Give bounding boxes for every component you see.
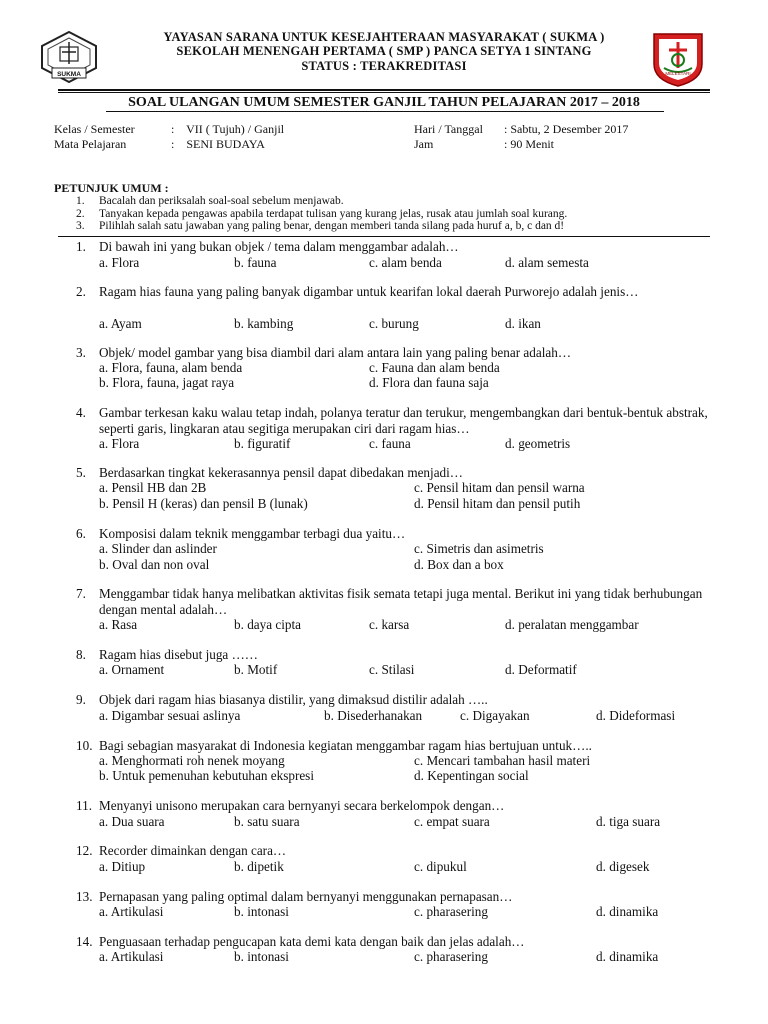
option-a[interactable]: a. Flora [99,436,140,451]
instruction-text: Tanyakan kepada pengawas apabila terdapat tulisan yang kurang jelas, rusak atau jumlah soal kurang. [99,208,568,220]
class-label: Kelas / Semester [54,122,135,136]
question-text: Di bawah ini yang bukan objek / tema dalam menggambar adalah… [99,239,459,254]
time-label: Jam [414,137,434,151]
option-c[interactable]: c. Mencari tambahan hasil materi [414,753,591,768]
exam-title: SOAL ULANGAN UMUM SEMESTER GANJIL TAHUN PELAJARAN 2017 – 2018 [128,95,640,110]
option-b[interactable]: b. dipetik [234,859,284,874]
instructions-rule [58,236,710,237]
option-b[interactable]: b. Untuk pemenuhan kebutuhan ekspresi [99,768,314,783]
question-number: 10. [76,738,93,753]
instruction-num: 1. [76,195,85,207]
instruction-text: Bacalah dan periksalah soal-soal sebelum menjawab. [99,195,344,207]
option-a[interactable]: a. Dua suara [99,814,165,829]
option-c[interactable]: c. karsa [369,617,410,632]
question-number: 12. [76,843,93,858]
question-text: Ragam hias fauna yang paling banyak digambar untuk kearifan lokal daerah Purworejo adalah jenis… [99,284,639,299]
header-rule-thick [58,89,710,91]
option-d[interactable]: d. dinamika [596,904,659,919]
option-c[interactable]: c. burung [369,316,419,331]
day-value: : Sabtu, 2 Desember 2017 [504,122,629,136]
day-label: Hari / Tanggal [414,122,483,136]
instruction-num: 3. [76,220,85,232]
option-d[interactable]: d. Box dan a box [414,557,504,572]
question-text: Menggambar tidak hanya melibatkan aktivitas fisik semata tetapi juga mental. Berikut ini yang tidak berhubungan dengan mental adalah… [99,586,703,617]
option-a[interactable]: a. Flora, fauna, alam benda [99,360,243,375]
option-c[interactable]: c. pharasering [414,949,488,964]
option-a[interactable]: a. Digambar sesuai aslinya [99,708,241,723]
subject-label: Mata Pelajaran [54,137,127,151]
option-c[interactable]: c. alam benda [369,255,442,270]
option-b[interactable]: b. satu suara [234,814,300,829]
question-item [0,345,768,395]
sukma-logo-text: SUKMA [57,71,81,78]
question-item [0,465,768,515]
option-b[interactable]: b. Disederhanakan [324,708,423,723]
option-d[interactable]: d. peralatan menggambar [505,617,639,632]
option-b[interactable]: b. daya cipta [234,617,302,632]
question-item [0,738,768,788]
title-underline [106,111,664,112]
question-number: 4. [76,405,86,420]
option-a[interactable]: a. Artikulasi [99,904,164,919]
question-text: Berdasarkan tingkat kekerasannya pensil dapat dibedakan menjadi… [99,465,463,480]
option-d[interactable]: d. geometris [505,436,571,451]
instructions-heading: PETUNJUK UMUM : [54,181,169,195]
subject-value: : SENI BUDAYA [171,137,265,151]
option-a[interactable]: a. Rasa [99,617,138,632]
question-number: 5. [76,465,86,480]
option-d[interactable]: d. ikan [505,316,541,331]
question-item [0,692,768,726]
option-c[interactable]: c. Pensil hitam dan pensil warna [414,480,585,495]
question-number: 1. [76,239,86,254]
option-c[interactable]: c. Simetris dan asimetris [414,541,544,556]
option-a[interactable]: a. Flora [99,255,140,270]
question-number: 9. [76,692,86,707]
question-number: 2. [76,284,86,299]
question-text: Penguasaan terhadap pengucapan kata demi kata dengan baik dan jelas adalah… [99,934,525,949]
option-d[interactable]: d. Deformatif [505,662,577,677]
question-text: Objek/ model gambar yang bisa diambil dari alam antara lain yang paling benar adalah… [99,345,572,360]
option-b[interactable]: b. Flora, fauna, jagat raya [99,375,235,390]
option-b[interactable]: b. Oval dan non oval [99,557,210,572]
question-item [0,934,768,968]
option-d[interactable]: d. Pensil hitam dan pensil putih [414,496,581,511]
option-b[interactable]: b. fauna [234,255,277,270]
question-number: 8. [76,647,86,662]
question-text: Menyanyi unisono merupakan cara bernyanyi secara berkelompok dengan… [99,798,505,813]
instruction-text: Pilihlah salah satu jawaban yang paling benar, dengan memberi tanda silang pada huruf a, b, c dan d! [99,220,565,232]
option-a[interactable]: a. Ditiup [99,859,146,874]
option-d[interactable]: d. dinamika [596,949,659,964]
option-d[interactable]: d. tiga suara [596,814,661,829]
question-text: Komposisi dalam teknik menggambar terbagi dua yaitu… [99,526,406,541]
question-text: Gambar terkesan kaku walau tetap indah, polanya teratur dan terukur, mengembangkan dari bentuk-bentuk abstrak, seperti garis, lingkaran atau segitiga merupakan ciri dari ragam hias… [99,405,708,436]
option-b[interactable]: b. intonasi [234,949,289,964]
time-value: : 90 Menit [504,137,554,151]
question-text: Pernapasan yang paling optimal dalam bernyanyi menggunakan pernapasan… [99,889,513,904]
option-d[interactable]: d. Kepentingan social [414,768,529,783]
option-a[interactable]: a. Artikulasi [99,949,164,964]
option-a[interactable]: a. Slinder dan aslinder [99,541,217,556]
school-emblem-text: MELESTARI [665,71,691,76]
option-a[interactable]: a. Ayam [99,316,142,331]
question-item [0,526,768,576]
option-a[interactable]: a. Menghormati roh nenek moyang [99,753,285,768]
question-item [0,405,768,455]
question-number: 7. [76,586,86,601]
school-name: SEKOLAH MENENGAH PERTAMA ( SMP ) PANCA SETYA 1 SINTANG [176,44,592,58]
class-value: : VII ( Tujuh) / Ganjil [171,122,285,136]
instruction-num: 2. [76,208,85,220]
option-b[interactable]: b. Pensil H (keras) dan pensil B (lunak) [99,496,308,511]
question-item [0,586,768,636]
question-item [0,843,768,877]
question-number: 13. [76,889,93,904]
question-number: 14. [76,934,93,949]
foundation-name: YAYASAN SARANA UNTUK KESEJAHTERAAN MASYARAKAT ( SUKMA ) [163,30,605,44]
option-c[interactable]: c. Fauna dan alam benda [369,360,500,375]
question-number: 3. [76,345,86,360]
option-d[interactable]: d. digesek [596,859,650,874]
option-c[interactable]: c. pharasering [414,904,488,919]
option-c[interactable]: c. Stilasi [369,662,415,677]
option-c[interactable]: c. Digayakan [460,708,530,723]
option-c[interactable]: c. empat suara [414,814,490,829]
option-c[interactable]: c. fauna [369,436,411,451]
option-c[interactable]: c. dipukul [414,859,467,874]
option-b[interactable]: b. intonasi [234,904,289,919]
question-text: Recorder dimainkan dengan cara… [99,843,287,858]
question-item [0,284,768,334]
question-text: Objek dari ragam hias biasanya distilir, yang dimaksud distilir adalah ….. [99,692,488,707]
question-text: Ragam hias disebut juga …… [99,647,258,662]
option-a[interactable]: a. Ornament [99,662,165,677]
question-item [0,798,768,832]
option-d[interactable]: d. Flora dan fauna saja [369,375,489,390]
option-d[interactable]: d. Dideformasi [596,708,676,723]
option-d[interactable]: d. alam semesta [505,255,589,270]
question-number: 11. [76,798,92,813]
question-item [0,239,768,273]
option-b[interactable]: b. Motif [234,662,278,677]
option-b[interactable]: b. figuratif [234,436,291,451]
header-rule-thin [58,92,710,93]
question-item [0,889,768,923]
option-a[interactable]: a. Pensil HB dan 2B [99,480,207,495]
question-text: Bagi sebagian masyarakat di Indonesia kegiatan menggambar ragam hias bertujuan untuk….. [99,738,592,753]
accreditation-status: STATUS : TERAKREDITASI [301,59,467,73]
question-number: 6. [76,526,86,541]
question-item [0,647,768,681]
option-b[interactable]: b. kambing [234,316,294,331]
